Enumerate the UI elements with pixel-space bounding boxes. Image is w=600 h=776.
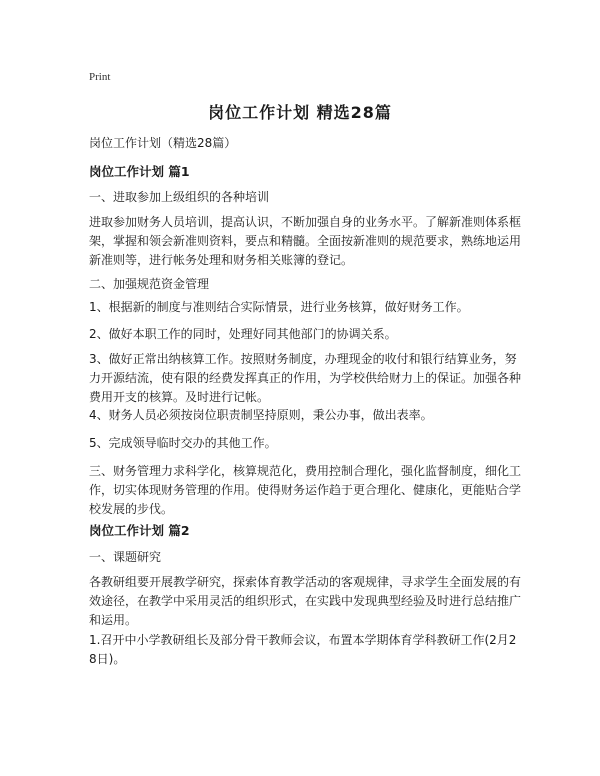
- print-link[interactable]: Print: [89, 71, 111, 83]
- paragraph: 二、加强规范资金管理: [89, 277, 210, 291]
- section-heading-1: 岗位工作计划 篇1: [89, 164, 190, 179]
- paragraph: 各教研组要开展教学研究，探索体育教学活动的客观规律，寻求学生全面发展的有效途径，在教学中采用灵活的组织形式，在实践中发现典型经验及时进行总结推广和运用。: [89, 575, 522, 627]
- paragraph: 3、做好正常出纳核算工作。按照财务制度，办理现金的收付和银行结算业务，努力开源结流，使有限的经费发挥真正的作用，为学校供给财力上的保证。加强各种费用开支的核算。及时进行记帐。: [89, 352, 522, 404]
- paragraph: 4、财务人员必须按岗位职责制坚持原则，秉公办事，做出表率。: [89, 408, 433, 422]
- paragraph: 一、课题研究: [89, 550, 162, 564]
- section-heading-2: 岗位工作计划 篇2: [89, 523, 190, 538]
- page-title: 岗位工作计划 精选28篇: [208, 103, 392, 122]
- paragraph: 1、根据新的制度与准则结合实际情景，进行业务核算，做好财务工作。: [89, 300, 469, 314]
- subtitle: 岗位工作计划（精选28篇）: [89, 136, 237, 150]
- paragraph: 进取参加财务人员培训，提高认识，不断加强自身的业务水平。了解新准则体系框架，掌握和领会新准则资料，要点和精髓。全面按新准则的规范要求，熟练地运用新准则等，进行帐务处理和财务相关账簿的登记。: [89, 215, 522, 267]
- paragraph: 1.召开中小学教研组长及部分骨干教师会议，布置本学期体育学科教研工作(2月28日)。: [89, 633, 517, 666]
- paragraph: 三、财务管理力求科学化，核算规范化，费用控制合理化，强化监督制度，细化工作，切实体现财务管理的作用。使得财务运作趋于更合理化、健康化，更能贴合学校发展的步伐。: [89, 464, 522, 516]
- paragraph: 2、做好本职工作的同时，处理好同其他部门的协调关系。: [89, 327, 397, 341]
- paragraph: 一、进取参加上级组织的各种培训: [89, 190, 270, 204]
- paragraph: 5、完成领导临时交办的其他工作。: [89, 436, 277, 450]
